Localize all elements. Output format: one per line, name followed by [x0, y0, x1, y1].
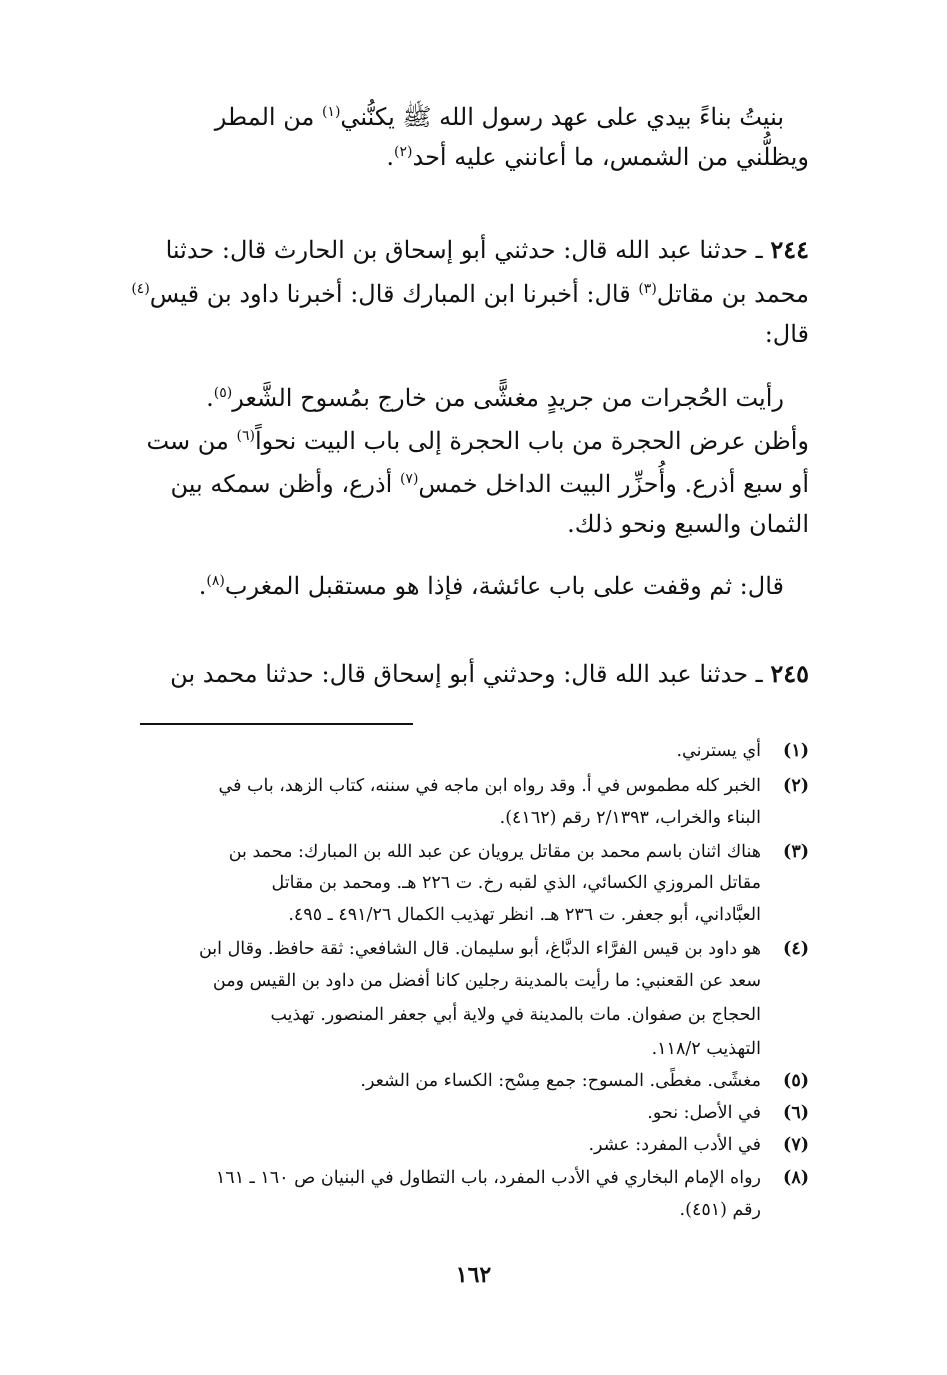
text-line — [199, 566, 784, 606]
text-run: بنيتُ بناءً بيدي على عهد رسول الله ﷺ يكنُّني — [340, 103, 784, 131]
footnote-number: (١) — [783, 741, 809, 761]
text-line — [171, 464, 810, 504]
text-run: الثمان والسبع ونحو ذلك. — [567, 510, 809, 538]
text-run: قال: ثم وقفت على باب عائشة، فإذا هو مستقبل المغرب — [224, 572, 784, 600]
text-run: وأظن عرض الحجرة من باب الحجرة إلى باب البيت نحواً — [255, 427, 809, 455]
text-line — [146, 421, 809, 461]
footnote-line: سعد عن القعنبي: ما رأيت بالمدينة رجلين كانا أفضل من داود بن القيس ومن — [212, 971, 761, 991]
text-line — [386, 137, 809, 177]
footnote-ref: (٤) — [131, 281, 150, 297]
text-run: ـ حدثنا عبد الله قال: حدثني أبو إسحاق بن الحارث قال: حدثنا — [165, 236, 771, 264]
text-line — [215, 97, 784, 137]
footnote-line: الحجاج بن صفوان. مات بالمدينة في ولاية أبي جعفر المنصور. تهذيب — [270, 1005, 761, 1025]
footnote-ref: (٦) — [236, 428, 256, 444]
footnote-number: (٦) — [783, 1103, 809, 1123]
footnote-line: الخبر كله مطموس في أ. وقد رواه ابن ماجه في سننه، كتاب الزهد، باب في — [218, 776, 761, 796]
footnote-number: (٤) — [783, 939, 809, 959]
footnote-line: في الأدب المفرد: عشر. — [588, 1135, 761, 1155]
footnote-line: رواه الإمام البخاري في الأدب المفرد، باب التطاول في البنيان ص ١٦٠ ـ ١٦١ — [215, 1168, 761, 1188]
text-line — [206, 378, 784, 418]
footnote-line: البناء والخراب، ٢/١٣٩٣ رقم (٤١٦٢). — [499, 808, 761, 828]
text-run: أذرع، وأظن سمكه بين — [170, 470, 400, 498]
footnote-line: هو داود بن قيس الفرَّاء الدبَّاغ، أبو سليمان. قال الشافعي: ثقة حافظ. وقال ابن — [198, 939, 761, 959]
footnote-ref: (١) — [321, 104, 341, 120]
text-run: . — [386, 143, 394, 171]
text-line — [170, 654, 809, 694]
text-run: ويظلُّني من الشمس، ما أعانني عليه أحد — [412, 143, 809, 171]
text-run: . — [206, 384, 214, 412]
text-line — [166, 230, 809, 270]
footnote-line: مغشًى. مغطًى. المسوح: جمع مِسْح: الكساء من الشعر. — [360, 1071, 761, 1091]
text-line — [567, 504, 809, 544]
text-line — [765, 314, 809, 354]
footnote-number: (٧) — [783, 1135, 809, 1155]
footnote-ref: (٣) — [638, 281, 657, 297]
text-run: . — [198, 572, 207, 600]
footnote-ref: (٧) — [399, 471, 419, 487]
text-run: قال: — [764, 320, 809, 348]
footnote-number: (٥) — [783, 1071, 809, 1091]
text-run: من المطر — [214, 103, 322, 131]
hadith-number: ٢٤٤ — [770, 235, 809, 264]
footnote-line: مقاتل المروزي الكسائي، الذي لقبه رخ. ت ٢٢٦ هـ. ومحمد بن مقاتل — [271, 873, 761, 893]
footnote-ref: (٨) — [206, 573, 225, 589]
text-run: قال: أخبرنا ابن المبارك قال: أخبرنا داود بن قيس — [149, 280, 639, 308]
footnote-line: العبَّاداني، أبو جعفر. ت ٢٣٦ هـ. انظر تهذيب الكمال ٤٩١/٢٦ ـ ٤٩٥. — [288, 905, 761, 925]
footnote-line: أي يسترني. — [676, 741, 761, 761]
footnote-separator — [140, 723, 413, 725]
text-run: من ست — [146, 427, 237, 455]
page-number: ١٦٢ — [455, 1262, 492, 1288]
text-run: محمد بن مقاتل — [656, 280, 809, 308]
footnote-number: (٣) — [783, 842, 809, 862]
footnote-line: التهذيب ١١٨/٢. — [651, 1039, 761, 1059]
footnote-ref: (٢) — [394, 144, 413, 160]
text-run: أو سبع أذرع. وأُحزِّر البيت الداخل خمس — [418, 470, 809, 498]
footnote-line: في الأصل: نحو. — [647, 1103, 761, 1123]
footnote-number: (٨) — [783, 1168, 809, 1188]
text-run: رأيت الحُجرات من جريدٍ مغشًّى من خارج بمُسوح الشَّعر — [232, 384, 784, 412]
text-run: ـ حدثنا عبد الله قال: وحدثني أبو إسحاق قال: حدثنا محمد بن — [170, 660, 771, 688]
footnote-ref: (٥) — [213, 385, 233, 401]
hadith-number: ٢٤٥ — [770, 659, 809, 688]
footnote-line: رقم (٤٥١). — [679, 1200, 761, 1220]
text-line — [131, 274, 809, 314]
footnote-line: هناك اثنان باسم محمد بن مقاتل يرويان عن عبد الله بن المبارك: محمد بن — [228, 842, 761, 862]
footnote-number: (٢) — [783, 776, 809, 796]
